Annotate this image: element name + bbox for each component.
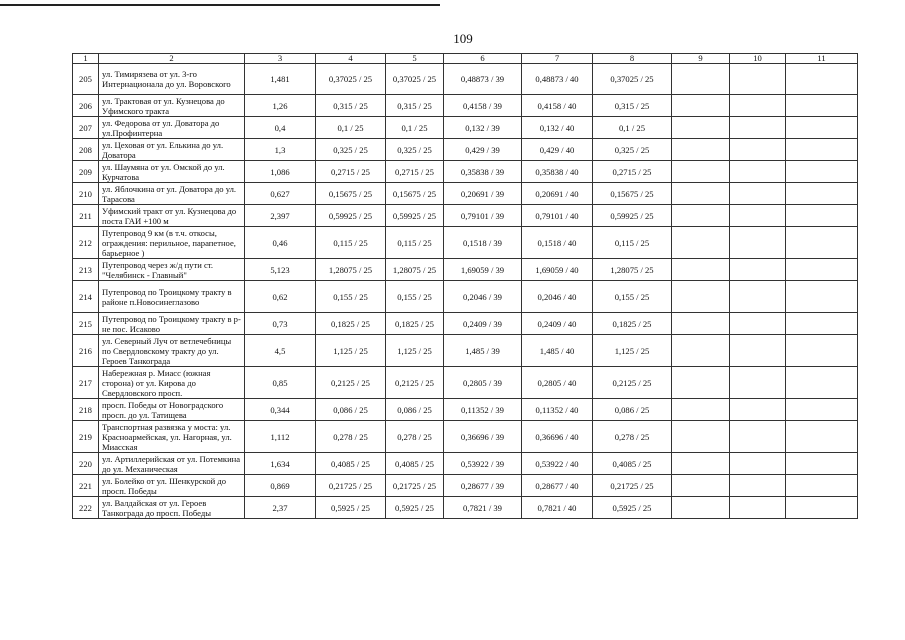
empty-cell — [672, 95, 730, 117]
value-cell: 0,53922 / 40 — [522, 453, 593, 475]
empty-cell — [786, 497, 858, 519]
column-header: 5 — [386, 54, 444, 64]
row-number-cell: 216 — [73, 335, 99, 367]
value-cell: 0,344 — [245, 399, 316, 421]
value-cell: 0,5925 / 25 — [386, 497, 444, 519]
value-cell: 0,086 / 25 — [386, 399, 444, 421]
row-number-cell: 221 — [73, 475, 99, 497]
value-cell: 0,2715 / 25 — [593, 161, 672, 183]
empty-cell — [672, 453, 730, 475]
table-row — [73, 95, 858, 117]
empty-cell — [786, 64, 858, 95]
value-cell: 0,85 — [245, 367, 316, 399]
empty-cell — [786, 313, 858, 335]
row-number-cell: 206 — [73, 95, 99, 117]
value-cell: 0,5925 / 25 — [593, 497, 672, 519]
road-name-cell: ул. Шаумяна от ул. Омской до ул. Курчатова — [99, 161, 245, 183]
empty-cell — [730, 139, 786, 161]
value-cell: 0,37025 / 25 — [316, 64, 386, 95]
row-number-cell: 210 — [73, 183, 99, 205]
column-header: 11 — [786, 54, 858, 64]
value-cell: 0,21725 / 25 — [386, 475, 444, 497]
value-cell: 0,1518 / 40 — [522, 227, 593, 259]
value-cell: 1,481 — [245, 64, 316, 95]
empty-cell — [672, 183, 730, 205]
empty-cell — [730, 64, 786, 95]
value-cell: 0,278 / 25 — [316, 421, 386, 453]
value-cell: 0,1825 / 25 — [593, 313, 672, 335]
road-name-cell: просп. Победы от Новоградского просп. до ул. Татищева — [99, 399, 245, 421]
value-cell: 0,59925 / 25 — [386, 205, 444, 227]
table-row — [73, 259, 858, 281]
value-cell: 0,115 / 25 — [316, 227, 386, 259]
value-cell: 0,869 — [245, 475, 316, 497]
value-cell: 0,46 — [245, 227, 316, 259]
table-row — [73, 117, 858, 139]
value-cell: 0,7821 / 39 — [444, 497, 522, 519]
value-cell: 0,7821 / 40 — [522, 497, 593, 519]
value-cell: 0,132 / 39 — [444, 117, 522, 139]
value-cell: 0,37025 / 25 — [593, 64, 672, 95]
value-cell: 0,2125 / 25 — [593, 367, 672, 399]
empty-cell — [786, 281, 858, 313]
empty-cell — [786, 259, 858, 281]
table-row — [73, 421, 858, 453]
empty-cell — [672, 139, 730, 161]
value-cell: 0,37025 / 25 — [386, 64, 444, 95]
value-cell: 0,315 / 25 — [316, 95, 386, 117]
road-name-cell: ул. Трактовая от ул. Кузнецова до Уфимского тракта — [99, 95, 245, 117]
road-name-cell: ул. Артиллерийская от ул. Потемкина до ул. Механическая — [99, 453, 245, 475]
value-cell: 0,155 / 25 — [386, 281, 444, 313]
value-cell: 0,1 / 25 — [386, 117, 444, 139]
value-cell: 1,69059 / 40 — [522, 259, 593, 281]
empty-cell — [672, 281, 730, 313]
column-header: 8 — [593, 54, 672, 64]
row-number-cell: 205 — [73, 64, 99, 95]
value-cell: 0,59925 / 25 — [316, 205, 386, 227]
value-cell: 0,115 / 25 — [593, 227, 672, 259]
table-row — [73, 313, 858, 335]
value-cell: 2,397 — [245, 205, 316, 227]
value-cell: 0,627 — [245, 183, 316, 205]
value-cell: 1,69059 / 39 — [444, 259, 522, 281]
value-cell: 0,5925 / 25 — [316, 497, 386, 519]
table-row — [73, 205, 858, 227]
column-header: 4 — [316, 54, 386, 64]
road-name-cell: Путепровод по Троицкому тракту в р-не пос. Исаково — [99, 313, 245, 335]
value-cell: 0,132 / 40 — [522, 117, 593, 139]
row-number-cell: 220 — [73, 453, 99, 475]
road-name-cell: Набережная р. Миасс (южная сторона) от ул. Кирова до Свердловского просп. — [99, 367, 245, 399]
value-cell: 0,1 / 25 — [593, 117, 672, 139]
row-number-cell: 218 — [73, 399, 99, 421]
empty-cell — [730, 281, 786, 313]
value-cell: 0,4 — [245, 117, 316, 139]
value-cell: 1,125 / 25 — [316, 335, 386, 367]
table-row — [73, 399, 858, 421]
empty-cell — [730, 259, 786, 281]
value-cell: 0,4085 / 25 — [386, 453, 444, 475]
value-cell: 0,2805 / 40 — [522, 367, 593, 399]
value-cell: 2,37 — [245, 497, 316, 519]
value-cell: 0,278 / 25 — [593, 421, 672, 453]
empty-cell — [672, 64, 730, 95]
value-cell: 4,5 — [245, 335, 316, 367]
value-cell: 0,325 / 25 — [593, 139, 672, 161]
value-cell: 1,634 — [245, 453, 316, 475]
page-number: 109 — [453, 31, 473, 46]
road-name-cell: ул. Северный Луч от ветлечебницы по Свердловскому тракту до ул. Героев Танкограда — [99, 335, 245, 367]
table-row — [73, 227, 858, 259]
value-cell: 1,112 — [245, 421, 316, 453]
value-cell: 0,429 / 39 — [444, 139, 522, 161]
empty-cell — [786, 117, 858, 139]
empty-cell — [730, 421, 786, 453]
empty-cell — [730, 453, 786, 475]
value-cell: 1,485 / 40 — [522, 335, 593, 367]
value-cell: 1,086 — [245, 161, 316, 183]
empty-cell — [672, 259, 730, 281]
value-cell: 0,20691 / 40 — [522, 183, 593, 205]
empty-cell — [672, 161, 730, 183]
table-row — [73, 139, 858, 161]
column-header: 7 — [522, 54, 593, 64]
value-cell: 0,59925 / 25 — [593, 205, 672, 227]
value-cell: 0,53922 / 39 — [444, 453, 522, 475]
column-header: 10 — [730, 54, 786, 64]
empty-cell — [786, 183, 858, 205]
value-cell: 0,1825 / 25 — [316, 313, 386, 335]
value-cell: 1,3 — [245, 139, 316, 161]
value-cell: 0,11352 / 39 — [444, 399, 522, 421]
road-name-cell: Путепровод 9 км (в т.ч. откосы, ограждения: перильное, парапетное, барьерное ) — [99, 227, 245, 259]
empty-cell — [730, 205, 786, 227]
road-name-cell: Уфимский тракт от ул. Кузнецова до поста ГАИ +100 м — [99, 205, 245, 227]
value-cell: 1,28075 / 25 — [316, 259, 386, 281]
value-cell: 0,086 / 25 — [316, 399, 386, 421]
value-cell: 0,2715 / 25 — [386, 161, 444, 183]
row-number-cell: 208 — [73, 139, 99, 161]
value-cell: 0,429 / 40 — [522, 139, 593, 161]
empty-cell — [672, 227, 730, 259]
table-row — [73, 161, 858, 183]
empty-cell — [730, 335, 786, 367]
value-cell: 0,36696 / 40 — [522, 421, 593, 453]
value-cell: 1,28075 / 25 — [593, 259, 672, 281]
row-number-cell: 214 — [73, 281, 99, 313]
empty-cell — [786, 161, 858, 183]
road-name-cell: ул. Болейко от ул. Шенкурской до просп. Победы — [99, 475, 245, 497]
table-row — [73, 335, 858, 367]
row-number-cell: 209 — [73, 161, 99, 183]
road-name-cell: ул. Цеховая от ул. Елькина до ул. Доватора — [99, 139, 245, 161]
row-number-cell: 215 — [73, 313, 99, 335]
value-cell: 0,2125 / 25 — [316, 367, 386, 399]
empty-cell — [730, 475, 786, 497]
road-name-cell: Путепровод по Троицкому тракту в районе п.Новосинеглазово — [99, 281, 245, 313]
empty-cell — [730, 161, 786, 183]
road-name-cell: ул. Валдайская от ул. Героев Танкограда до просп. Победы — [99, 497, 245, 519]
value-cell: 0,21725 / 25 — [593, 475, 672, 497]
value-cell: 0,79101 / 40 — [522, 205, 593, 227]
table-row — [73, 367, 858, 399]
row-number-cell: 207 — [73, 117, 99, 139]
road-name-cell: ул. Федорова от ул. Доватора до ул.Профинтерна — [99, 117, 245, 139]
empty-cell — [730, 183, 786, 205]
value-cell: 0,4158 / 40 — [522, 95, 593, 117]
value-cell: 0,48873 / 40 — [522, 64, 593, 95]
row-number-cell: 212 — [73, 227, 99, 259]
empty-cell — [786, 335, 858, 367]
value-cell: 0,21725 / 25 — [316, 475, 386, 497]
empty-cell — [730, 313, 786, 335]
value-cell: 5,123 — [245, 259, 316, 281]
empty-cell — [786, 421, 858, 453]
value-cell: 0,28677 / 39 — [444, 475, 522, 497]
value-cell: 0,15675 / 25 — [386, 183, 444, 205]
empty-cell — [786, 139, 858, 161]
value-cell: 0,62 — [245, 281, 316, 313]
value-cell: 0,35838 / 40 — [522, 161, 593, 183]
empty-cell — [672, 421, 730, 453]
empty-cell — [786, 399, 858, 421]
value-cell: 0,28677 / 40 — [522, 475, 593, 497]
value-cell: 0,15675 / 25 — [316, 183, 386, 205]
row-number-cell: 213 — [73, 259, 99, 281]
value-cell: 0,11352 / 40 — [522, 399, 593, 421]
value-cell: 0,36696 / 39 — [444, 421, 522, 453]
column-header: 6 — [444, 54, 522, 64]
empty-cell — [730, 117, 786, 139]
value-cell: 0,2125 / 25 — [386, 367, 444, 399]
row-number-cell: 211 — [73, 205, 99, 227]
value-cell: 0,2409 / 39 — [444, 313, 522, 335]
empty-cell — [730, 399, 786, 421]
value-cell: 0,35838 / 39 — [444, 161, 522, 183]
empty-cell — [672, 399, 730, 421]
value-cell: 0,73 — [245, 313, 316, 335]
empty-cell — [672, 367, 730, 399]
top-rule — [0, 4, 440, 6]
value-cell: 1,125 / 25 — [386, 335, 444, 367]
empty-cell — [786, 227, 858, 259]
row-number-cell: 219 — [73, 421, 99, 453]
value-cell: 0,1 / 25 — [316, 117, 386, 139]
value-cell: 0,1518 / 39 — [444, 227, 522, 259]
table-row — [73, 183, 858, 205]
road-name-cell: ул. Тимирязева от ул. 3-го Интернационала до ул. Воровского — [99, 64, 245, 95]
value-cell: 1,125 / 25 — [593, 335, 672, 367]
value-cell: 0,2046 / 40 — [522, 281, 593, 313]
empty-cell — [730, 95, 786, 117]
value-cell: 0,278 / 25 — [386, 421, 444, 453]
value-cell: 0,2409 / 40 — [522, 313, 593, 335]
empty-cell — [786, 205, 858, 227]
table-row — [73, 64, 858, 95]
value-cell: 0,315 / 25 — [386, 95, 444, 117]
empty-cell — [672, 205, 730, 227]
empty-cell — [786, 367, 858, 399]
value-cell: 0,4085 / 25 — [316, 453, 386, 475]
roads-table — [72, 53, 858, 519]
value-cell: 1,28075 / 25 — [386, 259, 444, 281]
value-cell: 0,4085 / 25 — [593, 453, 672, 475]
value-cell: 0,2715 / 25 — [316, 161, 386, 183]
value-cell: 1,485 / 39 — [444, 335, 522, 367]
empty-cell — [672, 497, 730, 519]
value-cell: 0,2046 / 39 — [444, 281, 522, 313]
road-name-cell: ул. Яблочкина от ул. Доватора до ул. Тарасова — [99, 183, 245, 205]
empty-cell — [730, 367, 786, 399]
value-cell: 0,325 / 25 — [316, 139, 386, 161]
value-cell: 0,315 / 25 — [593, 95, 672, 117]
road-name-cell: Транспортная развязка у моста: ул. Красноармейская, ул. Нагорная, ул. Миасская — [99, 421, 245, 453]
table-row — [73, 497, 858, 519]
value-cell: 1,26 — [245, 95, 316, 117]
empty-cell — [786, 475, 858, 497]
empty-cell — [672, 475, 730, 497]
empty-cell — [730, 227, 786, 259]
value-cell: 0,48873 / 39 — [444, 64, 522, 95]
column-header: 1 — [73, 54, 99, 64]
column-header: 3 — [245, 54, 316, 64]
header-row — [73, 54, 858, 64]
column-header: 9 — [672, 54, 730, 64]
value-cell: 0,155 / 25 — [316, 281, 386, 313]
value-cell: 0,2805 / 39 — [444, 367, 522, 399]
empty-cell — [786, 453, 858, 475]
row-number-cell: 222 — [73, 497, 99, 519]
table-row — [73, 453, 858, 475]
table-row — [73, 281, 858, 313]
value-cell: 0,325 / 25 — [386, 139, 444, 161]
value-cell: 0,1825 / 25 — [386, 313, 444, 335]
road-name-cell: Путепровод через ж/д пути ст. "Челябинск - Главный" — [99, 259, 245, 281]
empty-cell — [730, 497, 786, 519]
empty-cell — [672, 335, 730, 367]
empty-cell — [786, 95, 858, 117]
empty-cell — [672, 117, 730, 139]
value-cell: 0,086 / 25 — [593, 399, 672, 421]
row-number-cell: 217 — [73, 367, 99, 399]
value-cell: 0,4158 / 39 — [444, 95, 522, 117]
empty-cell — [672, 313, 730, 335]
column-header: 2 — [99, 54, 245, 64]
table-row — [73, 475, 858, 497]
value-cell: 0,20691 / 39 — [444, 183, 522, 205]
value-cell: 0,15675 / 25 — [593, 183, 672, 205]
value-cell: 0,115 / 25 — [386, 227, 444, 259]
value-cell: 0,79101 / 39 — [444, 205, 522, 227]
value-cell: 0,155 / 25 — [593, 281, 672, 313]
